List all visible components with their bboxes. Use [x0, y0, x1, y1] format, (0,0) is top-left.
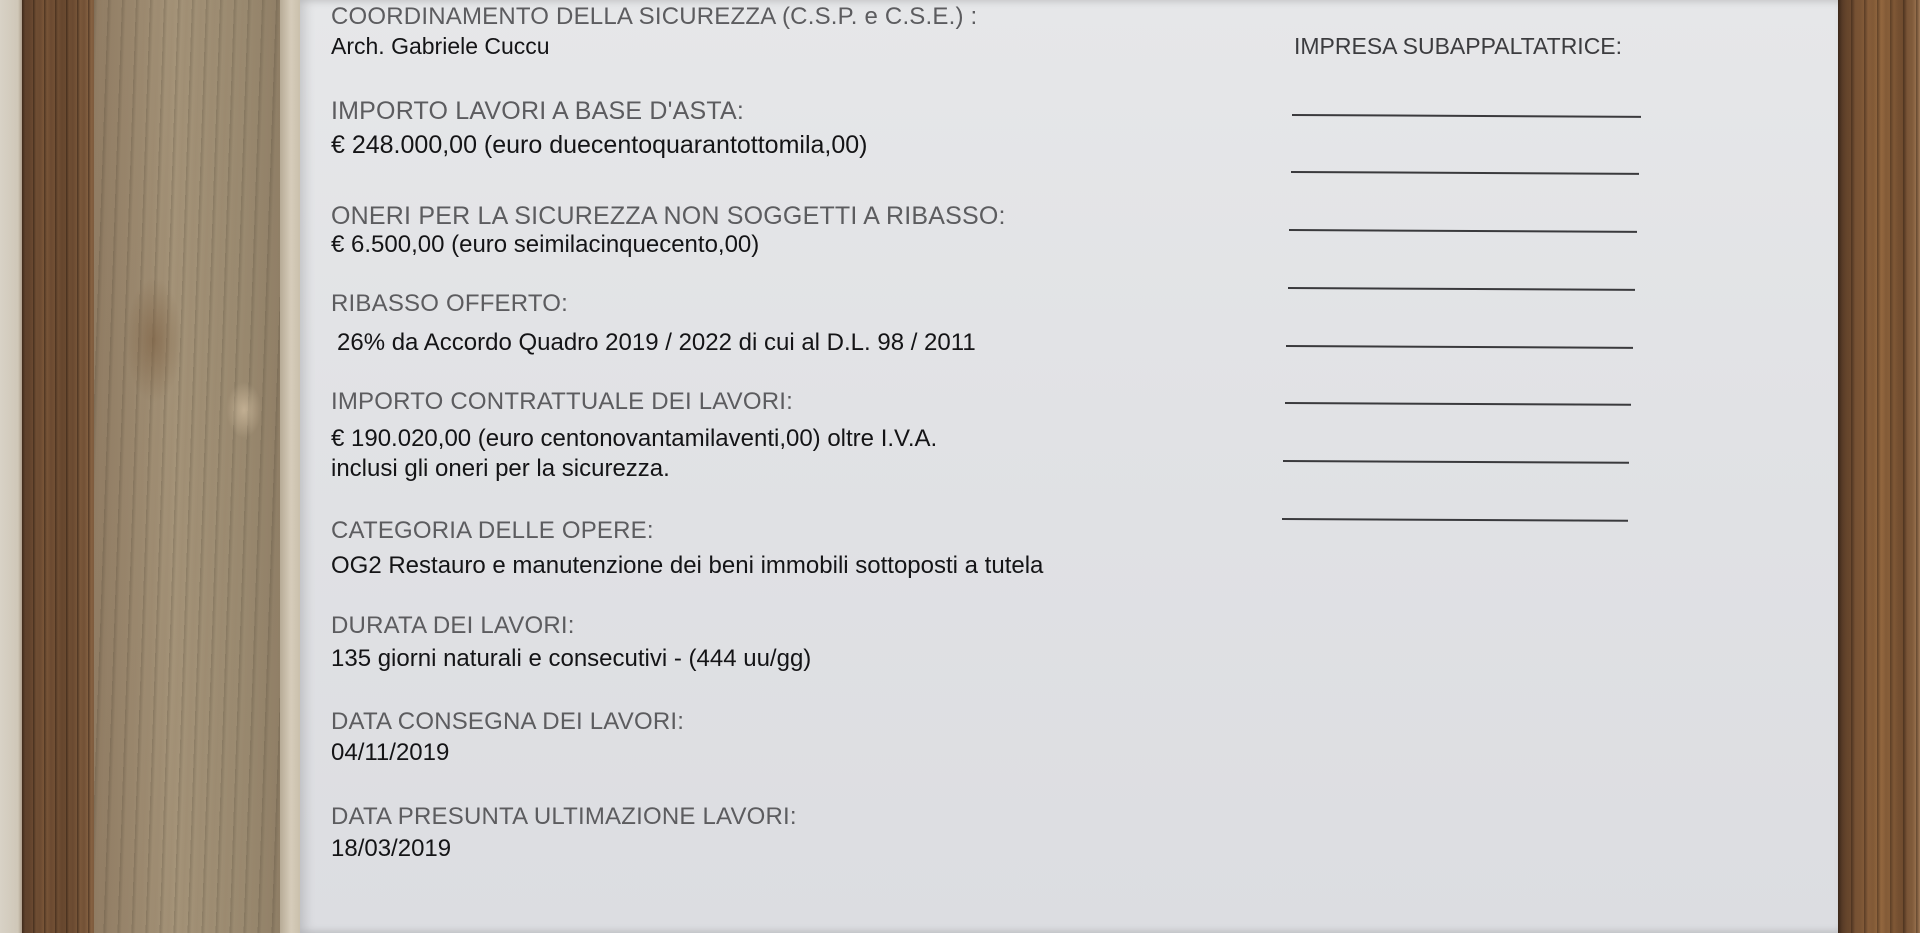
- subcontractor-line: [1288, 287, 1635, 291]
- post-edge: [280, 0, 302, 933]
- subcontractor-line: [1291, 171, 1639, 175]
- section-label: DURATA DEI LAVORI:: [331, 612, 575, 639]
- section-value: € 190.020,00 (euro centonovantamilaventi,00) oltre I.V.A.: [331, 425, 938, 452]
- section-label: RIBASSO OFFERTO:: [331, 290, 569, 317]
- section-value: € 248.000,00 (euro duecentoquarantottomila,00): [331, 131, 868, 159]
- subcontractor-line: [1283, 460, 1629, 464]
- section-label: ONERI PER LA SICUREZZA NON SOGGETTI A RIBASSO:: [331, 202, 1006, 230]
- subcontractor-line: [1292, 114, 1641, 118]
- section-label: DATA CONSEGNA DEI LAVORI:: [331, 708, 685, 735]
- construction-sign-panel: [300, 0, 1845, 933]
- section-value: Arch. Gabriele Cuccu: [331, 33, 550, 59]
- wooden-beam-left: [22, 0, 94, 933]
- section-label: COORDINAMENTO DELLA SICUREZZA (C.S.P. e C.S.E.) :: [331, 3, 978, 30]
- section-value: OG2 Restauro e manutenzione dei beni immobili sottoposti a tutela: [331, 552, 1044, 579]
- wooden-beam-right: [1838, 0, 1920, 933]
- wooden-post-left: [94, 0, 294, 933]
- section-value: 04/11/2019: [331, 739, 450, 766]
- section-label: IMPORTO CONTRATTUALE DEI LAVORI:: [331, 388, 794, 415]
- section-label: DATA PRESUNTA ULTIMAZIONE LAVORI:: [331, 803, 797, 830]
- section-label: CATEGORIA DELLE OPERE:: [331, 517, 654, 544]
- section-value: inclusi gli oneri per la sicurezza.: [331, 455, 670, 482]
- section-value: € 6.500,00 (euro seimilacinquecento,00): [331, 231, 760, 258]
- subcontractor-line: [1282, 518, 1628, 522]
- section-value: 135 giorni naturali e consecutivi - (444 uu/gg): [331, 645, 812, 672]
- section-label: IMPORTO LAVORI A BASE D'ASTA:: [331, 97, 745, 125]
- subcontractor-line: [1285, 402, 1631, 406]
- section-value: 18/03/2019: [331, 835, 452, 862]
- subcontractor-line: [1289, 229, 1637, 233]
- subcontractor-line: [1286, 345, 1633, 349]
- section-value: 26% da Accordo Quadro 2019 / 2022 di cui al D.L. 98 / 2011: [337, 329, 976, 356]
- subcontractor-heading: IMPRESA SUBAPPALTATRICE:: [1294, 33, 1623, 59]
